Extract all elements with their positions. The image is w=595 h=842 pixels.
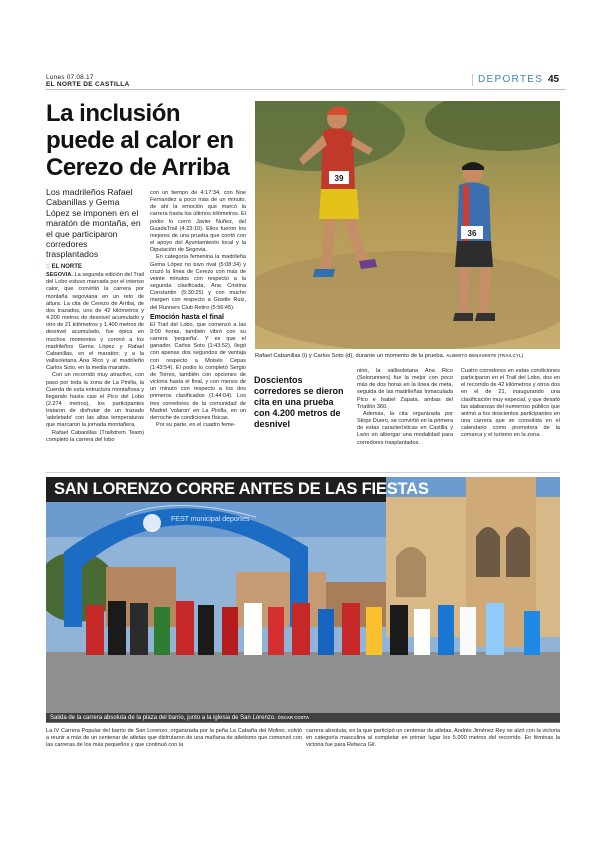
story-title: SAN LORENZO CORRE ANTES DE LAS FIESTAS — [54, 480, 429, 498]
header-separator — [472, 74, 473, 86]
page-number: 45 — [548, 74, 560, 85]
bib-number-right: 36 — [467, 229, 477, 238]
photo-credit: ÓSCAR COSTA — [277, 715, 309, 720]
byline-text: EL NORTE — [51, 264, 82, 270]
caption-text: Rafael Cabanillas (i) y Carlos Soto (d), durante un momento de la prueba. — [255, 353, 445, 359]
paragraph: con un tiempo de 4:17:34, con Noe Fernandez a poco más de un minuto, de ahí la emoción que marcó la carrera hasta los últimos kilómetros. El podio lo cerró Javier Nuñez, del GuadaTrail (4:23:10). Ellos fueron los mejores de una prueba que contó con el apoyo del Ayuntamiento local y la Diputación de Segovia. — [150, 190, 246, 254]
byline-marker: :: — [46, 264, 50, 270]
body-column-1 — [46, 264, 144, 444]
body-column-3 — [357, 368, 453, 447]
photo-caption — [50, 714, 309, 722]
paragraph: En categoría femenina la madrileña Gema López no tuvo rival (5:08:34) y cruzó la línea de Cerezo con más de veinte minutos con respecto a la segunda clasificada, Ana Cristina Constantin (5:30:25) y con mucho margen con respecto a Giselle Ruiz, del Runners Club Retiro (5:56:45). — [150, 254, 246, 311]
story-text-left: La IV Carrera Popular del barrio de San Lorenzo, organizada por la peña La Cabaña del Molino, volvió a reunir a más de un centenar de atletas que disfrutaron de una mañana de atletismo que comenzó con las carreras de los más pequeños y que continuó con la — [46, 728, 302, 749]
paragraph: nino, la vallisoletana Ana Rico (Solorunners) fue la mejor con poco más de dos horas en la línea de meta, seguida de las madrileñas Inmaculada Pico e Isabel Zapata, ambas del Triatlón 360. — [357, 368, 453, 410]
paragraph: Rafael Cabanillas (Trailxtrem Team) completó la carrera del lobo — [46, 429, 144, 443]
paragraph-text: La segunda edición del Trail del Lobo estuvo marcada por el intenso calor, que convirtió la carrera por montaña segoviana en un reto de altura. La cita de Cerezo de Arriba, de dos trazados, uno de 42 kilómetros y 4.200 metros de desnivel acumulado y otro de 21 kilómetros y 1.400 metros de desnivel acumulado, fue épica en muchos momentos y coronó a los madrileños Gema López y Rafael Cabanillas, en el maratón; y a la vallisoletana Ana Rico y al madrileño Carlos Soto, en la media maratón. — [46, 272, 144, 372]
body-column-4 — [461, 368, 560, 440]
section-name: DEPORTES — [478, 74, 544, 85]
headline: La inclusión puede al calor en Cerezo de Arriba — [46, 100, 234, 181]
body-column-2 — [150, 190, 246, 429]
paragraph: Además, la cita organizada por Stirps Duero, se convirtió en la primera de estas características en Castilla y León en albergar una modalidad para corredores trasplantados. — [357, 410, 453, 446]
bib-number-left: 39 — [334, 174, 344, 183]
paragraph — [46, 272, 144, 372]
photo-illustration — [255, 101, 560, 349]
photo-runners-mountain — [255, 101, 560, 349]
arch-banner-text: FEST municipal deportes — [171, 516, 250, 523]
deck: Los madrileños Rafael Cabanillas y Gema López se imponen en el maratón de montaña, en el que participaron corredores trasplantados — [46, 187, 141, 260]
paragraph: El Trail del Lobo, que comenzó a las 9:00 horas, también vibró con su carrera 'pequeña'. Y es que el ganador, Carlos Soto (1:43:52), llegó con apenas dos segundos de ventaja con respecto a Moisés Cepas (1:43:54). El podio lo completó Sergio de Torres, también con opciones de victoria hasta el final, y con menos de un minuto con respecto a los dos primeros clasificados (1:44:04). Los tres corredores de la comunidad de Madrid 'volaron' en La Pinilla, en un derroche de condiciones físicas. — [150, 321, 246, 421]
photo-credit: ALBERTO BENAVENTE (TRAILCYL) — [446, 353, 524, 358]
issue-date: Lunes 07.08.17 — [46, 74, 94, 81]
dateline: SEGOVIA. — [46, 272, 73, 279]
photo-race-start — [46, 477, 560, 722]
pull-quote: Doscientos corredores se dieron cita en una prueba con 4.200 metros de desnivel — [254, 375, 344, 429]
header-rule — [46, 89, 566, 90]
byline — [46, 264, 144, 271]
paragraph: Por su parte, en el cuadro feme- — [156, 422, 236, 428]
publication-name: EL NORTE DE CASTILLA — [46, 81, 130, 88]
story-text-right: carrera absoluta, en la que participó un centenar de atletas. Andrés Jiménez Rey se alzó con la victoria en categoría masculina al completar en primer lugar los 5.000 metros del recorrido. En féminas la victoria fue para Rebeca Gil. — [306, 728, 560, 749]
paragraph: Cuatro corredores en estas condiciones participaron en el Trail del Lobo, dos en el recorrido de 42 kilómetros y otros dos en el de 21, inaugurando una clasificación muy especial, y que desató las alabanzas del numeroso público que animó a los doscientos participantes en una carrera que se consolida en el calendario como promotora de la comarca y el turismo en la zona. — [461, 368, 560, 439]
section-divider — [46, 472, 560, 473]
subhead: Emoción hasta el final — [150, 313, 224, 321]
photo-illustration — [46, 477, 560, 722]
caption-text: Salida de la carrera absoluta de la plaza del barrio, junto a la iglesia de San Lorenzo. — [50, 715, 276, 721]
photo-caption — [255, 352, 560, 360]
paragraph: Con un recorrido muy atractivo, con paso por toda la zona de La Pinilla, la Cuerda de esta estructura montañosa y llegando hasta casi el Pico del Lobo (2.274 metros), los participantes trataron de disfrutar de un trazado 'adeletado' con las altas temperaturas que marcaron la jornada montañera. — [46, 372, 144, 429]
